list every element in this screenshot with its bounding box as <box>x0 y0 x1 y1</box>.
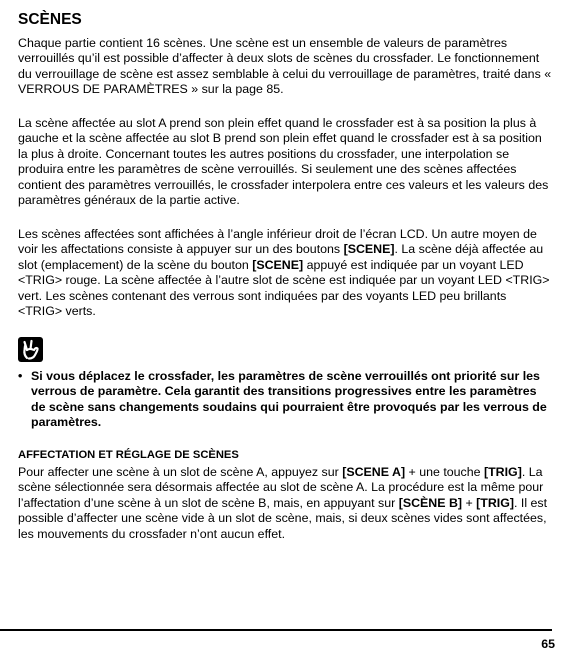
page-number: 65 <box>541 637 555 651</box>
tip-bullet <box>18 369 552 431</box>
tip-text: Si vous déplacez le crossfader, les paramètres de scène verrouillés ont priorité sur les verrous de paramètre. Cela garantit des transitions progressives entre les paramètres de scène sans changements soudains qui pourraient être provoqués par les verrous de paramètres. <box>31 369 547 430</box>
key-label: [TRIG] <box>483 465 522 479</box>
key-label: [SCÈNE B] <box>398 495 463 510</box>
footer-divider <box>0 629 552 631</box>
intro-paragraph: Chaque partie contient 16 scènes. Une scène est un ensemble de valeurs de paramètres verrouillés qu’il est possible d’affecter à deux slots de scènes du crossfader. Le fonctionnement du verrouillage de scène est assez semblable à celui du verrouillage de paramètres, traité dans « VERROUS DE PARAMÈTRES » sur la page 85. <box>18 36 552 97</box>
subsection-title: AFFECTATION ET RÉGLAGE DE SCÈNES <box>18 449 239 461</box>
assignment-paragraph: Pour affecter une scène à un slot de scène A, appuyez sur [SCENE A] + une touche [TRIG]. La scène sélectionnée sera désormais affectée au slot de scène A. La procédure est la même pour l’affectation d’une scène à un slot de scène B, mais, en appuyant sur [SCÈNE B] + [TRIG]. Il est possible d’affecter une scène vide à un slot de scène, mais, si deux scènes vides sont affectées, les mouvements du crossfader n’ont aucun effet. <box>18 465 548 541</box>
hand-tip-icon <box>18 337 43 362</box>
assignment-display-paragraph: Les scènes affectées sont affichées à l’angle inférieur droit de l’écran LCD. Un autre moyen de voir les affectations consiste à appuyer sur un des boutons [SCENE]. La scène déjà affectée au slot (emplacement) de la scène du bouton [SCENE] appuyé est indiquée par un voyant LED <TRIG> rouge. La scène affectée à l’autre slot de scène est indiquée par un voyant LED <TRIG> vert. Les scènes contenant des verrous sont indiquées par des voyants LED peu brillants <TRIG> verts. <box>18 227 550 319</box>
key-label: [TRIG] <box>476 495 515 510</box>
bullet-dot: • <box>18 369 23 383</box>
section-title: SCÈNES <box>18 11 82 28</box>
scene-key-label: [SCENE] <box>343 242 395 257</box>
crossfader-paragraph: La scène affectée au slot A prend son plein effet quand le crossfader est à sa position la plus à gauche et la scène affectée au slot B prend son plein effet quand le crossfader est à sa position la plus à droite. Concernant toutes les autres positions du crossfader, une interpolation se produira entre les paramètres de scène verrouillés. Si seulement une des scènes affectées contient des paramètres verrouillés, le crossfader interpolera entre ces valeurs et les valeurs des paramètres généraux de la partie active. <box>18 116 549 208</box>
key-label: [SCENE A] <box>342 465 406 479</box>
scene-key-label: [SCENE] <box>252 257 304 272</box>
